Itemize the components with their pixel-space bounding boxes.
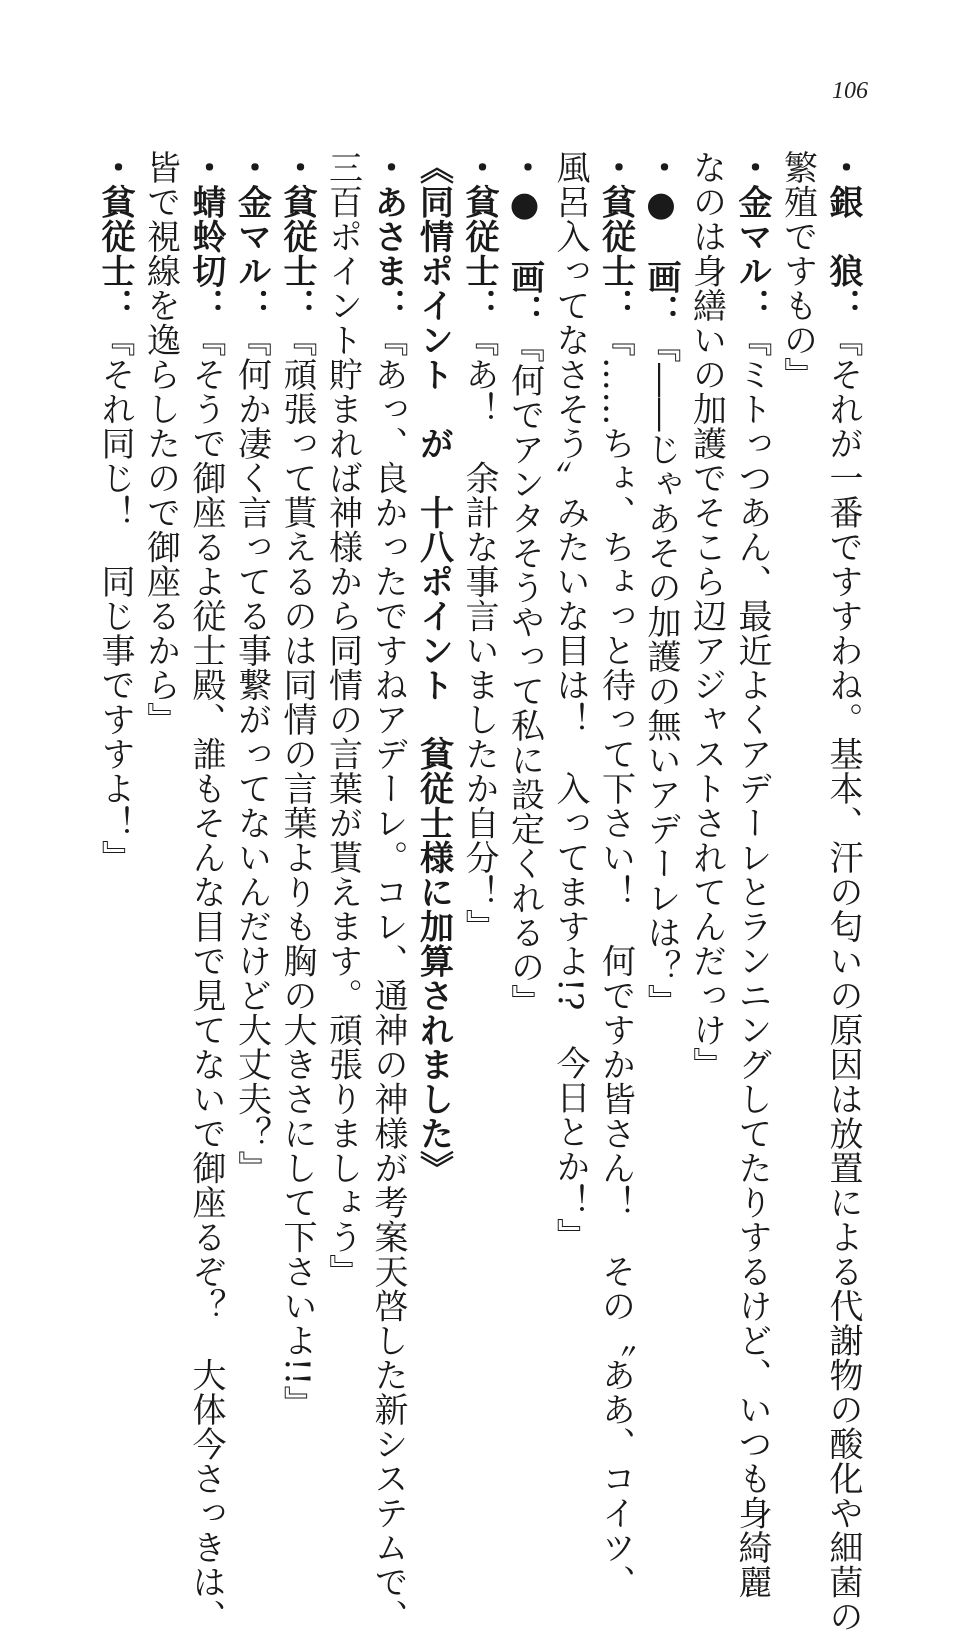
announcement-text: 《同情ポイント が 十八ポイント 貧従士様に加算されました》	[413, 150, 454, 1185]
speech-text: なのは身繕いの加護でそこら辺アジャストされてんだっけ』	[686, 150, 727, 1082]
speech-text: 繁殖ですもの』	[777, 150, 818, 392]
speaker-name: ・貧従士：	[277, 150, 317, 323]
speaker-name: ・金マル：	[231, 150, 272, 323]
speech-text: 風呂入ってなさそう〟みたいな目は！ 入ってますよ!? 今日とか！』	[550, 150, 590, 1253]
speech-text: 『ミトっつあん、最近よくアデーレとランニングしてたりするけど、いつも身綺麗	[732, 322, 772, 1599]
dialogue-line	[729, 150, 775, 1599]
speech-text: 『それが一番ですすわね。基本、汗の匂いの原因は放置による代謝物の酸化や細菌の	[823, 322, 863, 1634]
dialogue-line	[820, 150, 866, 1634]
dialogue-line	[274, 150, 320, 1421]
speech-text: 『それ同じ！ 同じ事ですすよ！』	[95, 322, 135, 875]
speech-text: 『頑張って貰えるのは同情の言葉よりも胸の大きさにして下さいよ!!』	[277, 322, 317, 1421]
speech-text: 『何でアンタそうやって私に設定くれるの』	[504, 328, 545, 1019]
speech-text: 『あっ、良かったですねアデーレ。コレ、通神の神様が考案天啓した新システムで、	[368, 322, 408, 1634]
dialogue-line	[92, 150, 138, 1335]
dialogue-line	[228, 150, 274, 1335]
dialogue-line	[365, 150, 411, 1634]
speaker-name: ・貧従士：	[595, 150, 636, 323]
speaker-name: ・● 画：	[641, 150, 681, 329]
dialogue-line	[456, 150, 502, 1335]
speaker-name: ・● 画：	[504, 150, 545, 329]
system-announcement	[410, 150, 456, 1335]
speaker-name: ・貧従士：	[459, 150, 499, 323]
dialogue-line	[547, 150, 593, 1335]
dialogue-line	[774, 150, 820, 1335]
speaker-name: ・銀 狼：	[823, 150, 863, 323]
speaker-name: ・金マル：	[732, 150, 772, 323]
dialogue-line	[183, 150, 229, 1634]
dialogue-line	[683, 150, 729, 1335]
dialogue-line	[501, 150, 547, 1335]
speaker-name: ・貧従士：	[95, 150, 135, 323]
speech-text: 『……ちょ、ちょっと待って下さい！ 何ですか皆さん！ その〝ああ、コイツ、	[595, 322, 636, 1599]
speaker-name: ・あさま：	[368, 150, 408, 323]
speaker-name: ・蜻蛉切：	[186, 150, 226, 323]
dialogue-line	[592, 150, 638, 1599]
page-number: 106	[832, 78, 868, 104]
speech-text: 『何か凄く言ってる事繋がってないんだけど大丈夫？』	[231, 322, 272, 1185]
speech-text: 皆で視線を逸らしたので御座るから』	[140, 150, 181, 737]
speech-text: 『――じゃあその加護の無いアデーレは？』	[641, 328, 681, 1019]
speech-text: 三百ポイント貯まれば神様から同情の言葉が貰えます。頑張りましょう』	[322, 150, 363, 1289]
dialogue-line	[137, 150, 183, 1335]
text-body	[92, 150, 866, 1634]
speech-text: 『そうで御座るよ従士殿、誰もそんな目で見てないで御座るぞ？ 大体今さっきは、	[186, 322, 226, 1634]
dialogue-line	[319, 150, 365, 1335]
speech-text: 『あ！ 余計な事言いましたか自分！』	[459, 322, 499, 944]
dialogue-line	[638, 150, 684, 1335]
